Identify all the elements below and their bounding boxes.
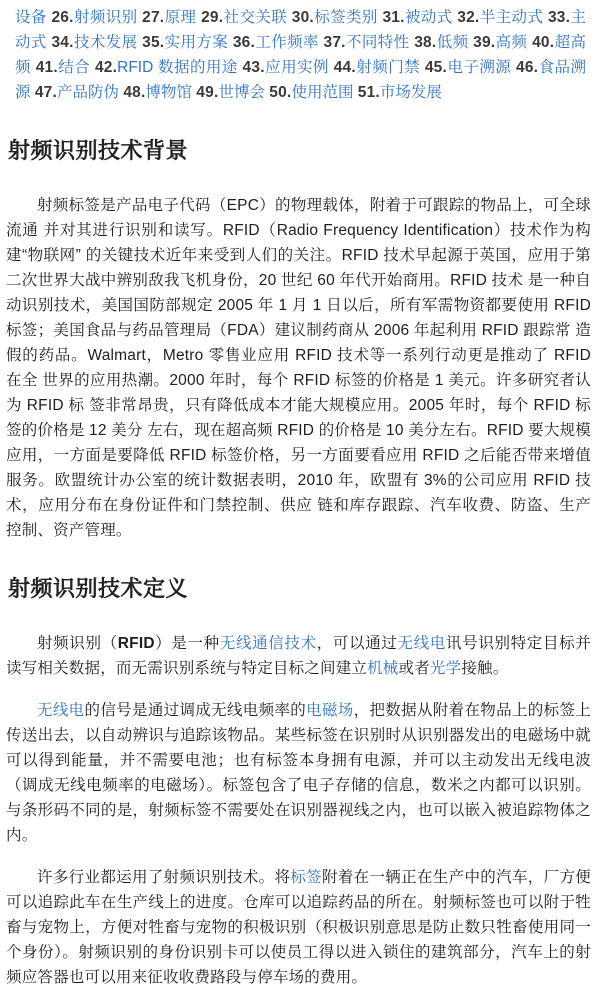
text-run: 射频识别（ [37,635,118,652]
toc-item [358,84,442,101]
section-heading: 射频识别技术定义 [8,576,189,601]
toc-link[interactable]: 实用方案 [164,34,229,51]
toc-item-number: 41. [35,59,58,76]
toc-link[interactable]: 被动式 [404,9,453,26]
toc-link[interactable]: 市场发展 [379,84,442,101]
toc-link[interactable]: 博物馆 [145,84,192,101]
toc-item-number: 49. [196,84,219,101]
toc-item [457,9,543,26]
text-run: 许多行业都运用了射频识别技术。将 [37,869,291,886]
toc-item-number: 33. [547,9,571,26]
text-run: 或者 [398,660,430,677]
toc-item [36,59,91,76]
toc-item-number: 26. [51,9,74,26]
toc-item-number: 35. [142,34,165,51]
bold-text: RFID [117,635,155,652]
toc-item-number: 39. [473,34,496,51]
inline-link[interactable]: 无线通信技术 [219,635,317,652]
text-run: 的信号是通过调成无线电频率的 [84,702,307,719]
toc-link[interactable]: 食品溯源 [15,59,587,101]
toc-item [51,34,137,51]
toc-item [243,59,329,76]
inline-link[interactable]: 标签 [290,869,322,886]
toc-link[interactable]: 不同特性 [345,34,410,51]
toc-link[interactable]: 高频 [495,34,528,51]
toc-item-number: 31. [382,9,405,26]
toc-item [95,59,238,76]
text-run: 接触。 [461,660,509,677]
toc-link[interactable]: 产品防伪 [56,84,119,101]
inline-link[interactable]: 电磁场 [306,702,354,719]
toc-item [196,84,265,101]
text-run: ）是一种 [154,635,220,652]
text-run: 讯号识别特定目标并读写相关数据，而无需识别系统与特定目标之间建立 [6,635,591,677]
section-heading: 射频识别技术背景 [8,138,189,163]
toc-item-number: 32. [457,9,480,26]
toc-item-number: 37. [323,34,346,51]
toc-link[interactable]: 社交关联 [223,9,288,26]
toc-link[interactable]: 原理 [164,9,197,26]
inline-link[interactable]: 机械 [367,660,399,677]
toc-link[interactable]: RFID 数据的用途 [117,59,238,76]
toc-link[interactable]: 主动式 [15,9,586,51]
toc-link[interactable]: 工作频率 [254,34,319,51]
toc-item-number: 29. [201,9,224,26]
toc-item [15,9,47,26]
paragraph [6,193,591,543]
toc-link[interactable]: 标签类别 [313,9,378,26]
toc-link[interactable]: 设备 [15,9,47,26]
toc-item [142,9,196,26]
toc-item-number: 38. [414,34,437,51]
toc-link[interactable]: 应用实例 [264,59,329,76]
toc-item [473,34,527,51]
toc-item-number: 43. [242,59,265,76]
toc-item-number: 45. [424,59,448,76]
inline-link[interactable]: 无线电 [397,635,447,652]
toc-link[interactable]: 使用范围 [291,84,354,101]
text-run: 附着在一辆正在生产中的汽车，厂方便可以追踪此车在生产线上的进度。仓库可以追踪药品的所在。射频标签也可以附于牲畜与宠物上，方便对牲畜与宠物的积极识别（积极识别意思是防止数只牲畜使用同一个身份）。射频识别的身份识别卡可以使员工得以进入锁住的建筑部分，汽车上的射频应答器也可以用来征收收费路段与停车场的费用。 [6,869,591,986]
toc-item [201,9,287,26]
paragraph [6,631,591,681]
toc-item-number: 48. [123,84,146,101]
toc-link[interactable]: 结合 [57,59,91,76]
toc-links [0,0,600,105]
toc-item [35,84,119,101]
toc-item-number: 27. [142,9,165,26]
toc-link[interactable]: 超高频 [15,34,586,76]
toc-item [425,59,511,76]
toc-item [51,9,137,26]
toc-item-number: 40. [532,34,555,51]
toc-link[interactable]: 世博会 [218,84,265,101]
toc-item-number: 34. [51,34,74,51]
toc-link[interactable]: 射频门禁 [355,59,421,76]
toc-item-number: 51. [357,84,380,101]
toc-link[interactable]: 技术发展 [73,34,138,51]
toc-item [334,59,420,76]
text-run: ，可以通过 [316,635,398,652]
toc-item [269,84,353,101]
toc-item-number: 36. [232,34,255,51]
toc-item-number: 50. [269,84,292,101]
toc-link[interactable]: 电子溯源 [447,59,512,76]
toc-item [292,9,378,26]
toc-item [233,34,319,51]
toc-link[interactable]: 低频 [436,34,469,51]
paragraph [6,698,591,848]
toc-item [324,34,410,51]
toc-item-number: 46. [516,59,539,76]
article-body [0,137,600,990]
inline-link[interactable]: 光学 [429,660,462,677]
toc-item-number: 47. [34,84,57,101]
toc-item [382,9,452,26]
text-run: 射频标签是产品电子代码（EPC）的物理载体，附着于可跟踪的物品上，可全球流通 并对其进行识别和读写。RFID（Radio Frequency Identification）技术作为构建“物联网” 的关键技术近年来受到人们的关注。RFID 技术早起源于英国，应用于第二次世界大战中辨别敌我飞机身份，20 世纪 60 年代开始商用。RFID 技术 是一种自动识别技术，美国国防部规定 2005 年 1 月 1 日以后，所有军需物资都要使用 RFID 标签；美国食品与药品管理局（FDA）建议制药商从 2006 年起利用 RFID 跟踪常 造假的药品。Walmart，Metro 零售业应用 RFID 技术等一系列行动更是推动了 RFID 在全 世界的应用热潮。2000 年时，每个 RFID 标签的价格是 1 美元。许多研究者认为 RFID 标 签非常昂贵，只有降低成本才能大规模应用。2005 年时，每个 RFID 标签的价格是 12 美分 左右，现在超高频 RFID 的价格是 10 美分左右。RFID 要大规模应用，一方面是要降低 RFID 标签价格，另一方面要看应用 RFID 之后能否带来增值服务。欧盟统计办公室的统计数据表明，2010 年，欧盟有 3%的公司应用 RFID 技术，应用分布在身份证件和门禁控制、供应 链和库存跟踪、汽车收费、防盗、生产控制、资产管理。 [6,197,591,539]
toc-item [142,34,228,51]
toc-link[interactable]: 射频识别 [73,9,138,26]
toc-item-number: 42. [94,59,118,76]
toc-item [123,84,192,101]
text-run: ，把数据从附着在物品上的标签上传送出去，以自动辨识与追踪该物品。某些标签在识别时从识别器发出的电磁场中就可以得到能量，并不需要电池；也有标签本身拥有电源，并可以主动发出无线电波（调成无线电频率的电磁场）。标签包含了电子存储的信息，数米之内都可以识别。与条形码不同的是，射频标签不需要处在识别器视线之内，也可以嵌入被追踪物体之内。 [6,702,591,844]
toc-item-number: 30. [291,9,314,26]
inline-link[interactable]: 无线电 [37,702,85,719]
toc-item [414,34,468,51]
toc-item-number: 44. [333,59,356,76]
toc-link[interactable]: 半主动式 [479,9,544,26]
